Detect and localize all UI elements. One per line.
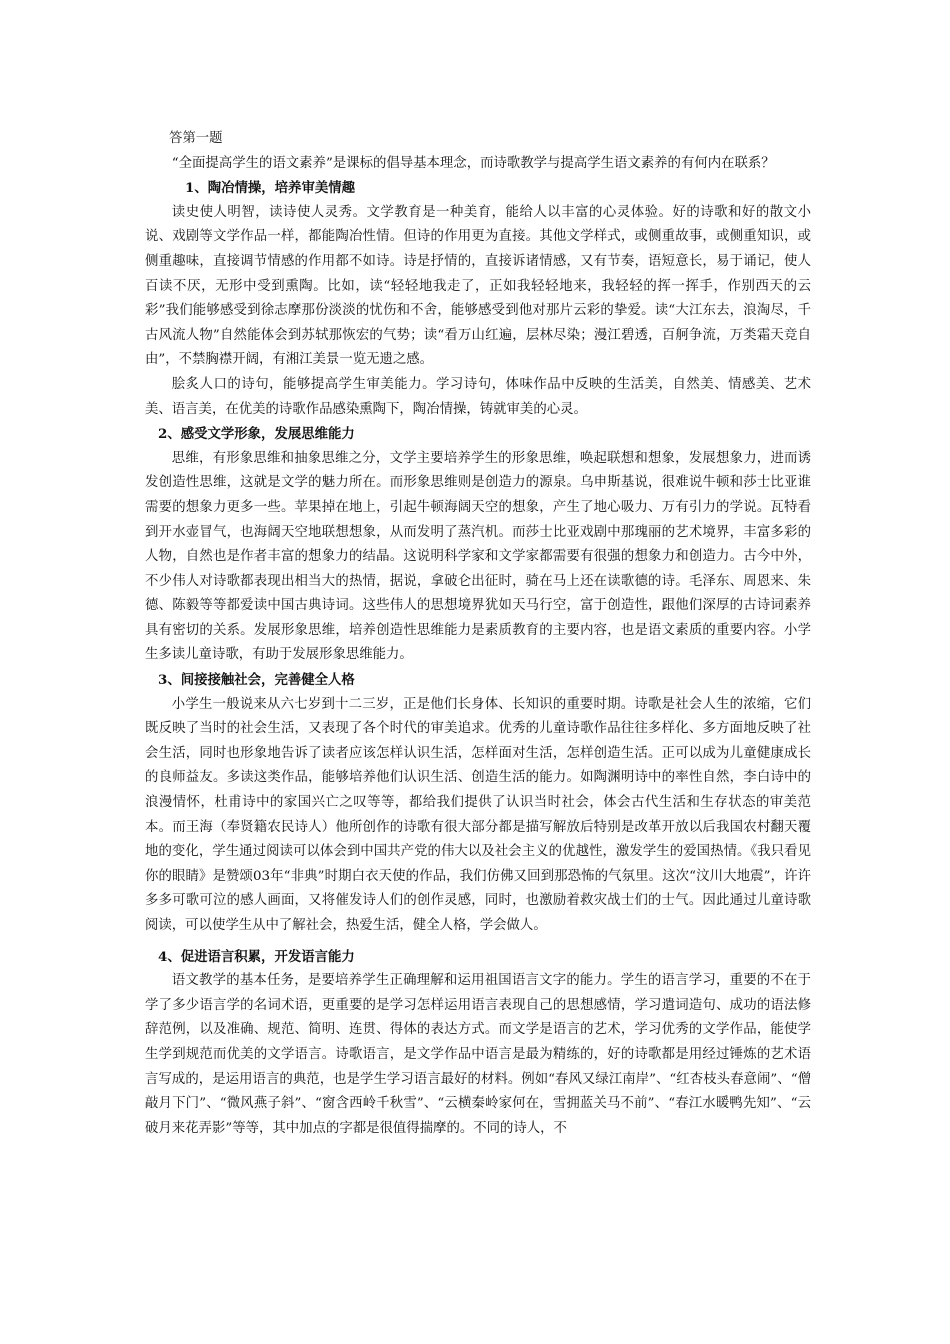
document-body [145,127,811,1141]
section-1-paragraph-2: 脍炙人口的诗句，能够提高学生审美能力。学习诗句，体味作品中反映的生活美，自然美、情感美、艺术美、语言美，在优美的诗歌作品感染熏陶下，陶冶情操，铸就审美的心灵。 [145,376,811,417]
question-paragraph: “全面提高学生的语文素养”是课标的倡导基本理念，而诗歌教学与提高学生语文素养的有何内在联系？ [171,155,775,171]
section-4-paragraph-1: 语文教学的基本任务，是要培养学生正确理解和运用祖国语言文字的能力。学生的语言学习，重要的不在于学了多少语言学的名词术语，更重要的是学习怎样运用语言表现自己的思想感情，学习遣词造句、成功的语法修辞范例，以及准确、规范、简明、连贯、得体的表达方式。而文学是语言的艺术，学习优秀的文学作品，能使学生学到规范而优美的文学语言。诗歌语言，是文学作品中语言是最为精练的，好的诗歌都是用经过锤炼的艺术语言写成的，是运用语言的典范，也是学生学习语言最好的材料。例如“春风又绿江南岸”、“红杏枝头春意闹”、“僧敲月下门”、“微风燕子斜”、“窗含西岭千秋雪”、“云横秦岭家何在，雪拥蓝关马不前”、“春江水暖鸭先知”、“云破月来花弄影”等等，其中加点的字都是很值得揣摩的。不同的诗人，不 [145,973,811,1136]
answer-title: 答第一题 [169,131,223,146]
section-3-paragraph-1: 小学生一般说来从六七岁到十二三岁，正是他们长身体、长知识的重要时期。诗歌是社会人生的浓缩，它们既反映了当时的社会生活，又表现了各个时代的审美追求。优秀的儿童诗歌作品往往多样化、多方面地反映了社会生活，同时也形象地告诉了读者应该怎样认识生活，怎样面对生活，怎样创造生活。正可以成为儿童健康成长的良师益友。多读这类作品，能够培养他们认识生活、创造生活的能力。如陶渊明诗中的率性自然，李白诗中的浪漫情怀，杜甫诗中的家国兴亡之叹等等，都给我们提供了认识当时社会，体会古代生活和生存状态的审美范本。而王海（奉贤籍农民诗人）他所创作的诗歌有很大部分都是描写解放后特别是改革开放以后我国农村翻天覆地的变化，学生通过阅读可以体会到中国共产党的伟大以及社会主义的优越性，激发学生的爱国热情。《我只看见你的眼睛》是赞颂03年“非典”时期白衣天使的作品，我们仿佛又回到那恐怖的气氛里。这次“汶川大地震”，许许多多可歌可泣的感人画面，又将催发诗人们的创作灵感，同时，也激励着救灾战士们的士气。因此通过儿童诗歌阅读，可以使学生从中了解社会，热爱生活，健全人格，学会做人。 [145,696,811,933]
section-4-heading: 4、促进语言积累，开发语言能力 [158,948,355,965]
section-2-heading: 2、感受文学形象，发展思维能力 [158,426,355,443]
section-2-paragraph-1: 思维，有形象思维和抽象思维之分，文学主要培养学生的形象思维，唤起联想和想象，发展想象力，进而诱发创造性思维，这就是文学的魅力所在。而形象思维则是创造力的源泉。乌申斯基说，很难说牛顿和莎士比亚谁需要的想象力更多一些。苹果掉在地上，引起牛顿海阔天空的想象，产生了地心吸力、万有引力的学说。瓦特看到开水壶冒气，也海阔天空地联想想象，从而发明了蒸汽机。而莎士比亚戏剧中那瑰丽的艺术境界，丰富多彩的人物，自然也是作者丰富的想象力的结晶。这说明科学家和文学家都需要有很强的想象力和创造力。古今中外，不少伟人对诗歌都表现出相当大的热情，据说，拿破仑出征时，骑在马上还在读歌德的诗。毛泽东、周恩来、朱德、陈毅等等都爱读中国古典诗词。这些伟人的思想境界犹如天马行空，富于创造性，跟他们深厚的古诗词素养具有密切的关系。发展形象思维，培养创造性思维能力是素质教育的主要内容，也是语文素质的重要内容。小学生多读儿童诗歌，有助于发展形象思维能力。 [145,450,811,663]
section-1-heading: 1、陶冶情操，培养审美情趣 [185,180,356,197]
section-1-paragraph-1: 读史使人明智，读诗使人灵秀。文学教育是一种美育，能给人以丰富的心灵体验。好的诗歌和好的散文小说、戏剧等文学作品一样，都能陶冶性情。但诗的作用更为直接。其他文学样式，或侧重故事，或侧重知识，或侧重趣味，直接调节情感的作用都不如诗。诗是抒情的，直接诉诸情感，又有节奏，语短意长，易于诵记，使人百读不厌，无形中受到熏陶。比如，读“轻轻地我走了，正如我轻轻地来，我轻轻的挥一挥手，作别西天的云彩”我们能够感受到徐志摩那份淡淡的忧伤和不舍，能够感受到他对那片云彩的挚爱。读“大江东去，浪淘尽，千古风流人物”自然能体会到苏轼那恢宏的气势；读“看万山红遍，层林尽染；漫江碧透，百舸争流，万类霜天竞自由”，不禁胸襟开阔，有湘江美景一览无遗之感。 [145,204,811,368]
section-3-heading: 3、间接接触社会，完善健全人格 [158,672,355,689]
